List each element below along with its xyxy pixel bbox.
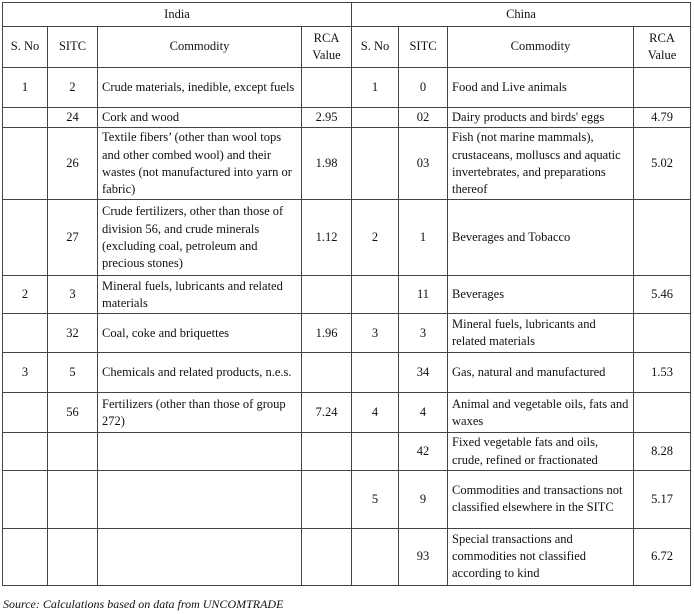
china-sno-cell — [352, 276, 399, 314]
china-commodity-cell: Fish (not marine mammals), crustaceans, molluscs and aquatic invertebrates, and preparations thereof — [448, 128, 634, 200]
china-sno-header: S. No — [352, 27, 399, 68]
table-row — [3, 108, 691, 128]
india-commodity-header: Commodity — [98, 27, 302, 68]
india-commodity-cell: Crude materials, inedible, except fuels — [98, 68, 302, 108]
china-sno-cell: 2 — [352, 200, 399, 276]
india-sitc-cell — [48, 470, 98, 528]
china-sno-cell: 1 — [352, 68, 399, 108]
india-commodity-cell — [98, 433, 302, 471]
india-sitc-cell: 26 — [48, 128, 98, 200]
china-header: China — [352, 3, 691, 27]
india-header: India — [3, 3, 352, 27]
table-row — [3, 528, 691, 585]
table-row — [3, 276, 691, 314]
india-commodity-cell: Mineral fuels, lubricants and related materials — [98, 276, 302, 314]
china-rca-cell: 6.72 — [634, 528, 691, 585]
india-rca-cell — [302, 470, 352, 528]
china-sitc-cell: 3 — [399, 314, 448, 353]
india-sno-cell — [3, 314, 48, 353]
china-sno-cell: 4 — [352, 393, 399, 433]
table-row — [3, 200, 691, 276]
china-sitc-cell: 02 — [399, 108, 448, 128]
china-rca-cell: 5.46 — [634, 276, 691, 314]
china-commodity-cell: Fixed vegetable fats and oils, crude, refined or fractionated — [448, 433, 634, 471]
india-sitc-cell — [48, 528, 98, 585]
china-rca-cell: 5.02 — [634, 128, 691, 200]
china-rca-cell — [634, 393, 691, 433]
china-rca-cell: 8.28 — [634, 433, 691, 471]
india-sitc-cell: 32 — [48, 314, 98, 353]
india-rca-cell — [302, 433, 352, 471]
india-sno-cell — [3, 528, 48, 585]
china-sitc-header: SITC — [399, 27, 448, 68]
india-sitc-cell: 3 — [48, 276, 98, 314]
table-row — [3, 68, 691, 108]
india-sitc-cell: 24 — [48, 108, 98, 128]
china-rca-cell — [634, 200, 691, 276]
china-sno-cell — [352, 108, 399, 128]
china-commodity-cell: Beverages and Tobacco — [448, 200, 634, 276]
india-rca-cell — [302, 528, 352, 585]
india-commodity-cell: Crude fertilizers, other than those of division 56, and crude minerals (excluding coal, petroleum and precious stones) — [98, 200, 302, 276]
india-rca-cell: 1.12 — [302, 200, 352, 276]
india-rca-cell: 1.96 — [302, 314, 352, 353]
india-sno-cell — [3, 108, 48, 128]
column-header-row — [3, 27, 691, 68]
table-row — [3, 470, 691, 528]
india-sitc-cell: 27 — [48, 200, 98, 276]
china-sno-cell — [352, 128, 399, 200]
country-header-row — [3, 3, 691, 27]
india-sitc-header: SITC — [48, 27, 98, 68]
rca-comparison-table — [2, 2, 691, 586]
china-sitc-cell: 42 — [399, 433, 448, 471]
india-commodity-cell — [98, 528, 302, 585]
india-sitc-cell — [48, 433, 98, 471]
india-rca-cell — [302, 276, 352, 314]
india-commodity-cell: Cork and wood — [98, 108, 302, 128]
india-sno-cell — [3, 128, 48, 200]
india-sno-cell: 2 — [3, 276, 48, 314]
india-commodity-cell: Coal, coke and briquettes — [98, 314, 302, 353]
table-row — [3, 314, 691, 353]
china-sno-cell: 3 — [352, 314, 399, 353]
china-sitc-cell: 11 — [399, 276, 448, 314]
china-sitc-cell: 1 — [399, 200, 448, 276]
india-sitc-cell: 56 — [48, 393, 98, 433]
china-commodity-cell: Dairy products and birds' eggs — [448, 108, 634, 128]
india-rca-cell: 2.95 — [302, 108, 352, 128]
india-rca-cell — [302, 353, 352, 393]
china-commodity-header: Commodity — [448, 27, 634, 68]
india-sno-cell — [3, 470, 48, 528]
india-sno-cell: 1 — [3, 68, 48, 108]
china-sno-cell: 5 — [352, 470, 399, 528]
china-commodity-cell: Food and Live animals — [448, 68, 634, 108]
india-commodity-cell: Textile fibers’ (other than wool tops and other combed wool) and their wastes (not manufactured into yarn or fabric) — [98, 128, 302, 200]
india-commodity-cell: Chemicals and related products, n.e.s. — [98, 353, 302, 393]
china-rca-cell: 1.53 — [634, 353, 691, 393]
india-sitc-cell: 2 — [48, 68, 98, 108]
china-commodity-cell: Special transactions and commodities not classified according to kind — [448, 528, 634, 585]
india-rca-cell: 1.98 — [302, 128, 352, 200]
china-rca-cell — [634, 314, 691, 353]
china-rca-cell — [634, 68, 691, 108]
china-sno-cell — [352, 353, 399, 393]
china-rca-cell: 4.79 — [634, 108, 691, 128]
india-sno-cell — [3, 200, 48, 276]
china-sitc-cell: 03 — [399, 128, 448, 200]
china-commodity-cell: Gas, natural and manufactured — [448, 353, 634, 393]
china-sitc-cell: 9 — [399, 470, 448, 528]
india-rca-header: RCA Value — [302, 27, 352, 68]
china-commodity-cell: Mineral fuels, lubricants and related materials — [448, 314, 634, 353]
table-row — [3, 353, 691, 393]
india-sitc-cell: 5 — [48, 353, 98, 393]
india-commodity-cell: Fertilizers (other than those of group 272) — [98, 393, 302, 433]
india-rca-cell: 7.24 — [302, 393, 352, 433]
table-row — [3, 128, 691, 200]
china-commodity-cell: Commodities and transactions not classified elsewhere in the SITC — [448, 470, 634, 528]
table-row — [3, 393, 691, 433]
india-sno-cell — [3, 393, 48, 433]
india-sno-header: S. No — [3, 27, 48, 68]
china-sno-cell — [352, 433, 399, 471]
china-sitc-cell: 93 — [399, 528, 448, 585]
china-rca-header: RCA Value — [634, 27, 691, 68]
china-rca-cell: 5.17 — [634, 470, 691, 528]
india-rca-cell — [302, 68, 352, 108]
india-sno-cell — [3, 433, 48, 471]
india-sno-cell: 3 — [3, 353, 48, 393]
india-commodity-cell — [98, 470, 302, 528]
china-sitc-cell: 34 — [399, 353, 448, 393]
china-commodity-cell: Beverages — [448, 276, 634, 314]
table-body — [3, 3, 691, 586]
table-row — [3, 433, 691, 471]
china-sno-cell — [352, 528, 399, 585]
china-sitc-cell: 0 — [399, 68, 448, 108]
china-commodity-cell: Animal and vegetable oils, fats and waxes — [448, 393, 634, 433]
source-note: Source: Calculations based on data from UNCOMTRADE — [3, 597, 284, 611]
china-sitc-cell: 4 — [399, 393, 448, 433]
